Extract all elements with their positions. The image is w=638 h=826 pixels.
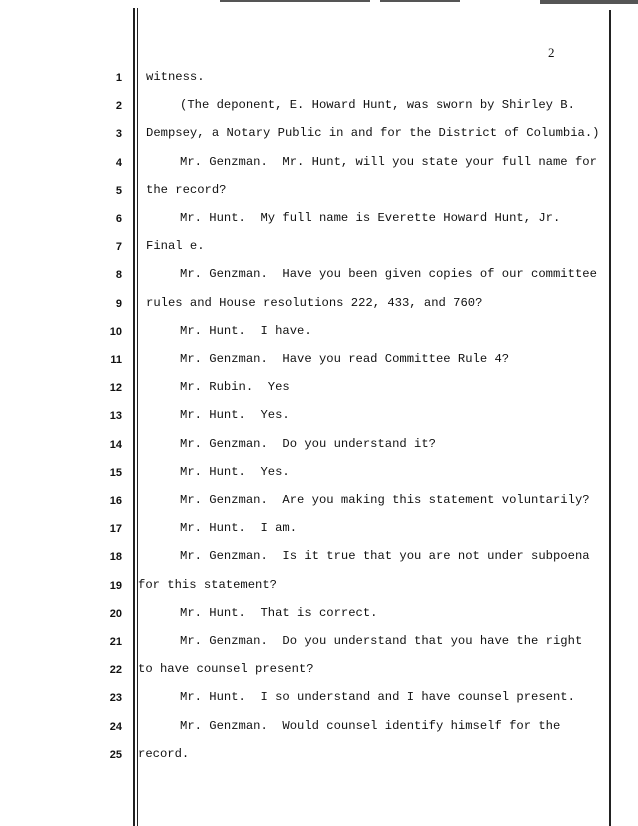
line-number: 21: [109, 636, 122, 648]
line-number: 25: [109, 748, 122, 761]
line-number: 6: [115, 213, 122, 225]
transcript-line: Mr. Genzman. Mr. Hunt, will you state your full name for: [180, 154, 597, 169]
left-margin-rule-inner: [137, 8, 138, 826]
line-number: 8: [115, 269, 122, 282]
transcript-line: Mr. Hunt. My full name is Everette Howard Hunt, Jr.: [180, 211, 561, 225]
scan-artifact: [220, 0, 370, 2]
line-number: 1: [115, 72, 122, 84]
line-number: 9: [115, 297, 122, 310]
transcript-line: Mr. Hunt. I am.: [180, 521, 298, 536]
transcript-line: Mr. Hunt. I have.: [180, 323, 312, 338]
line-number: 14: [109, 438, 122, 451]
line-number: 11: [110, 354, 122, 366]
line-number: 22: [109, 664, 122, 677]
line-number: 15: [109, 466, 122, 479]
transcript-line: Mr. Genzman. Have you read Committee Rule 4?: [180, 352, 510, 366]
transcript-line: witness.: [146, 70, 205, 84]
line-number: 20: [109, 607, 122, 620]
transcript-line: Mr. Genzman. Is it true that you are not under subpoena: [180, 549, 590, 564]
line-number: 16: [109, 495, 122, 507]
transcript-line: Dempsey, a Notary Public in and for the District of Columbia.): [146, 126, 600, 141]
line-number: 5: [115, 184, 122, 197]
line-number: 4: [115, 156, 122, 169]
line-number: 18: [109, 551, 122, 564]
transcript-line: Mr. Hunt. I so understand and I have counsel present.: [180, 690, 575, 705]
transcript-line: Mr. Genzman. Are you making this statement voluntarily?: [180, 493, 590, 507]
transcript-line: to have counsel present?: [138, 662, 314, 677]
transcript-line: Mr. Hunt. That is correct.: [180, 605, 378, 620]
scan-artifact: [380, 0, 460, 2]
scan-artifact: [540, 0, 638, 4]
transcript-line: record.: [138, 746, 190, 761]
line-number: 19: [109, 579, 122, 592]
transcript-line: the record?: [146, 182, 227, 197]
transcript-line: Mr. Genzman. Have you been given copies of our committee: [180, 267, 597, 282]
page-number: 2: [548, 45, 555, 60]
line-number: 23: [109, 692, 122, 705]
transcript-line: rules and House resolutions 222, 433, and 760?: [146, 295, 483, 310]
transcript-line: Mr. Hunt. Yes.: [180, 408, 290, 423]
left-margin-rule: [133, 8, 135, 826]
transcript-line: Mr. Genzman. Do you understand it?: [180, 436, 436, 451]
transcript-line: Mr. Hunt. Yes.: [180, 464, 290, 479]
transcript-line: Final e.: [146, 239, 205, 254]
right-margin-rule: [609, 10, 611, 826]
line-number: 3: [115, 128, 122, 141]
line-number: 2: [115, 100, 122, 113]
line-number: 10: [109, 325, 122, 338]
transcript-line: (The deponent, E. Howard Hunt, was sworn by Shirley B.: [180, 98, 575, 113]
line-number: 24: [109, 720, 122, 733]
transcript-line: Mr. Genzman. Would counsel identify himself for the: [180, 718, 561, 733]
line-number: 17: [109, 523, 122, 536]
transcript-line: for this statement?: [138, 577, 277, 592]
line-number: 13: [109, 410, 122, 423]
transcript-line: Mr. Rubin. Yes: [180, 380, 290, 395]
line-number: 7: [115, 241, 122, 254]
transcript-line: Mr. Genzman. Do you understand that you have the right: [180, 634, 583, 648]
line-number: 12: [109, 382, 122, 395]
